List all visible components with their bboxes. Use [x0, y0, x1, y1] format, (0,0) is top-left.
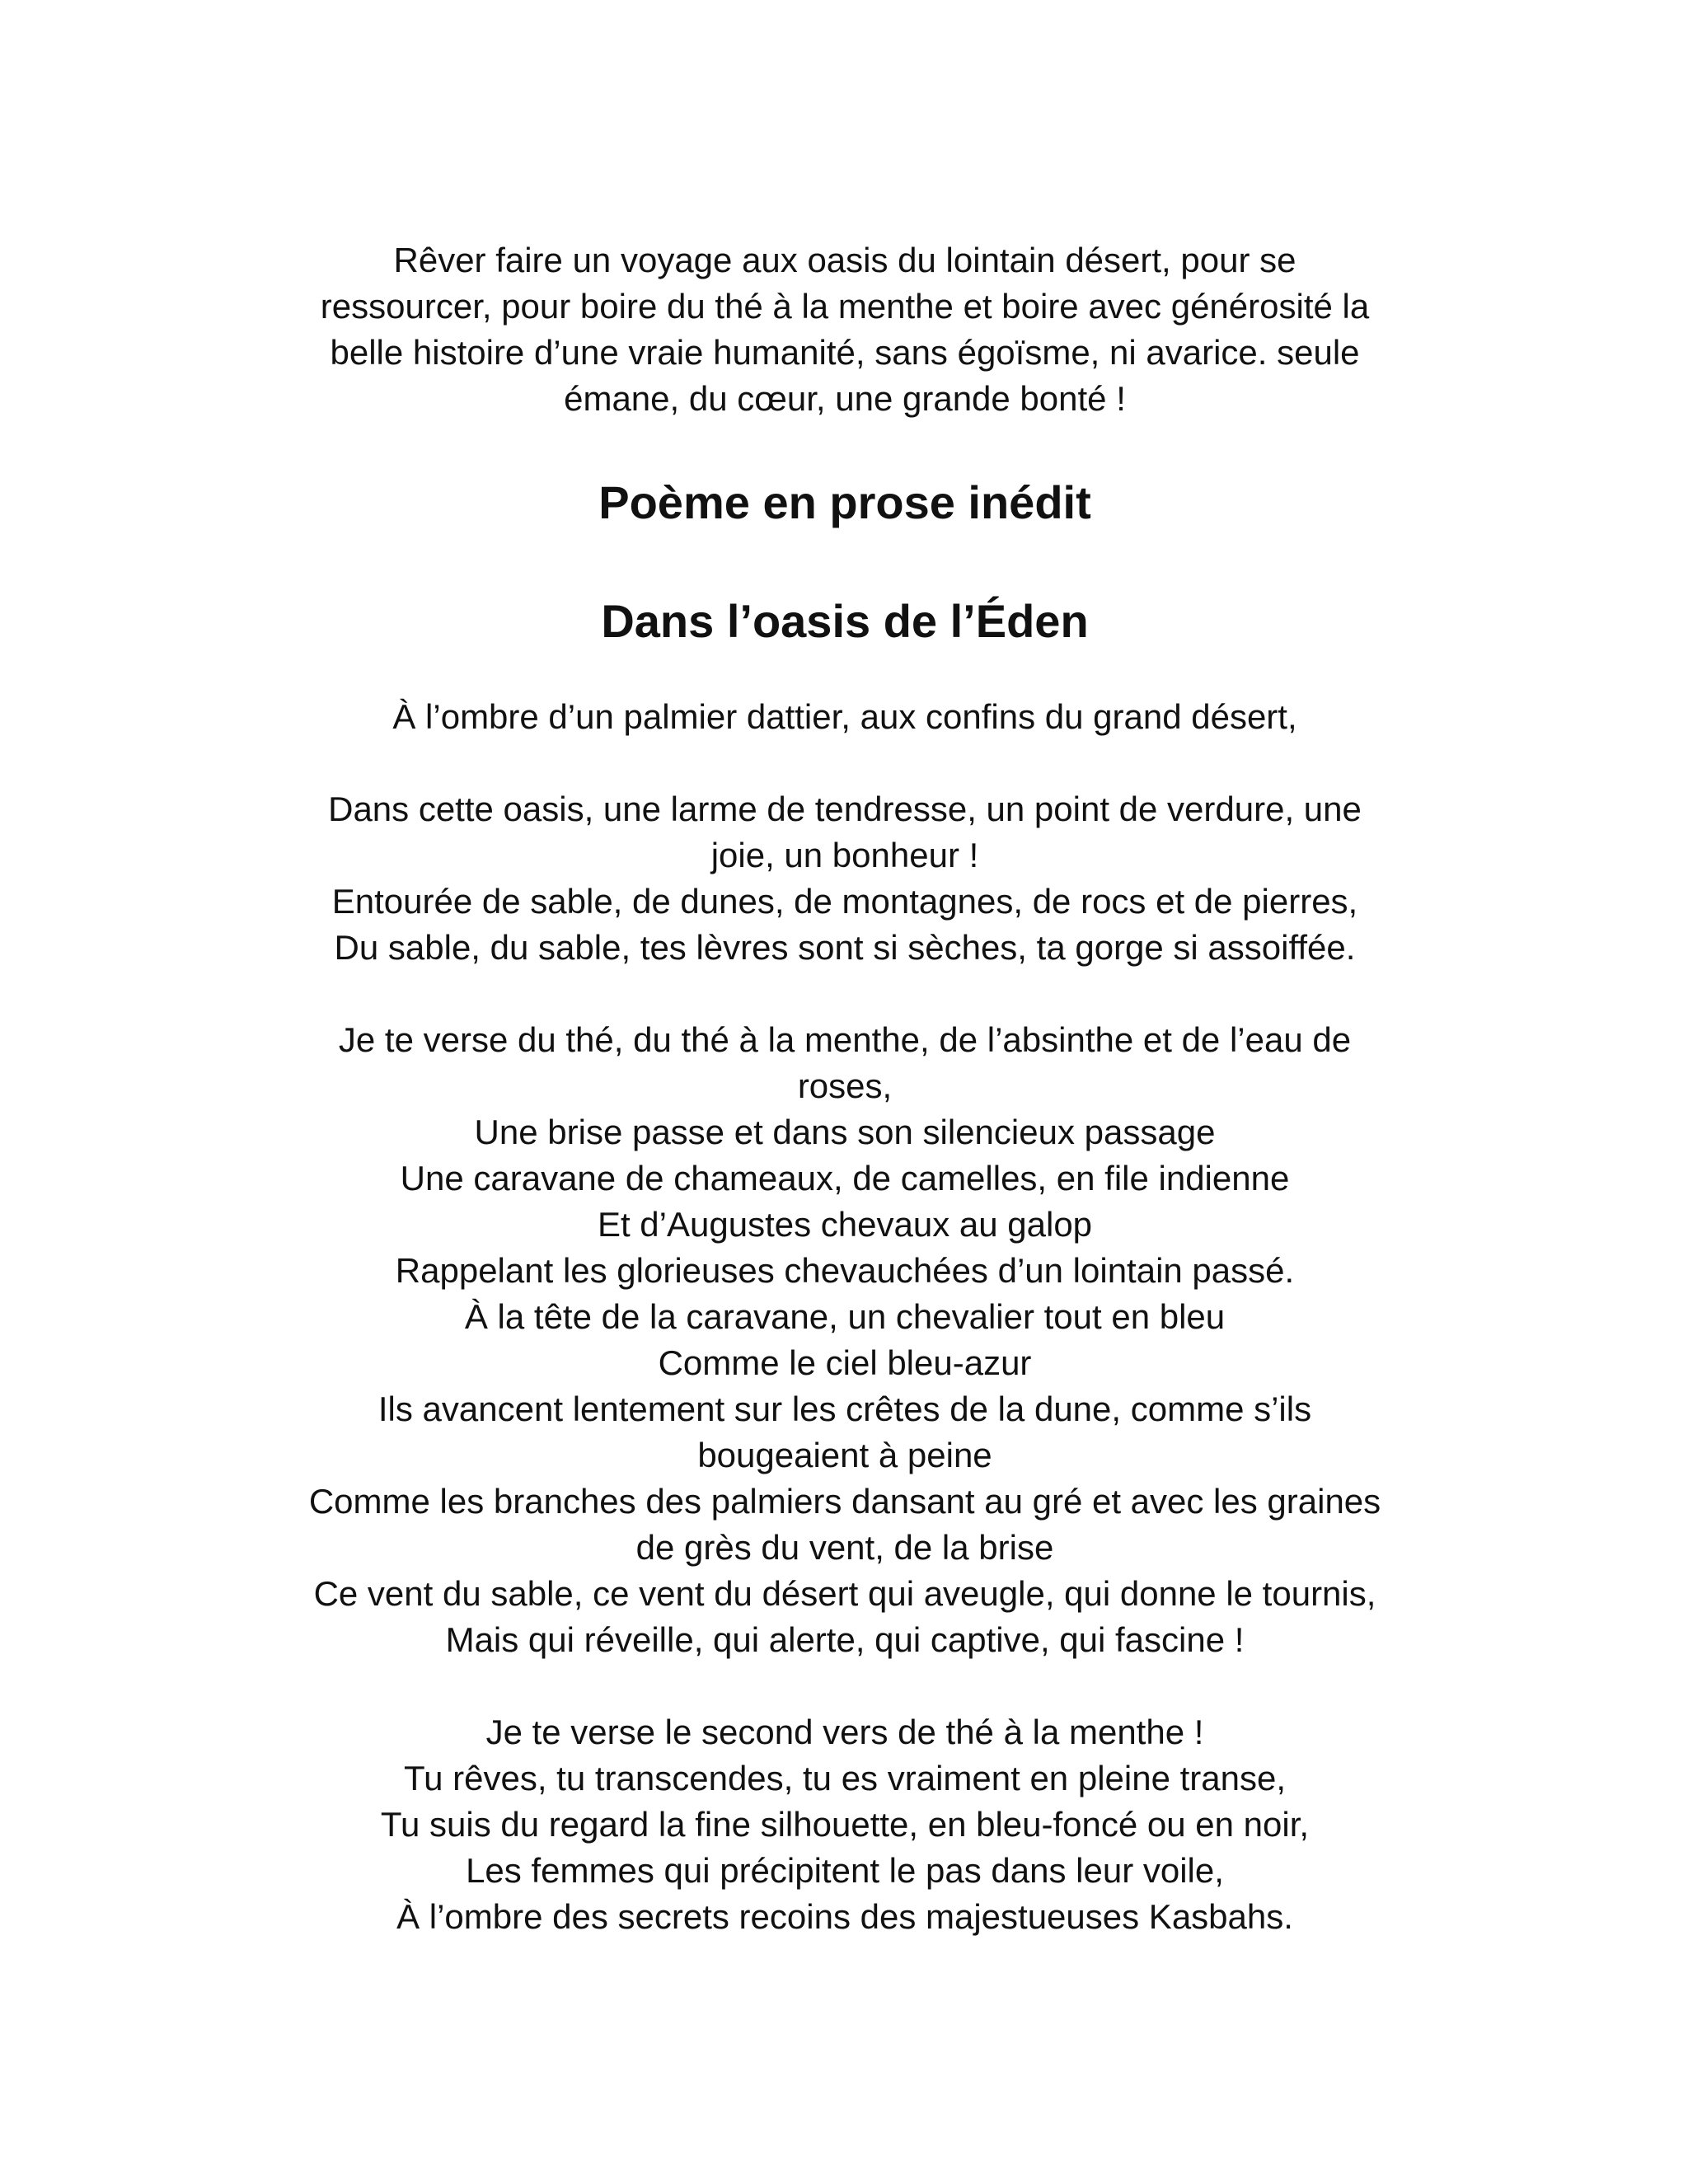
stanza-3	[214, 1017, 1475, 1663]
verse-line: Mais qui réveille, qui alerte, qui captive, qui fascine !	[445, 1620, 1245, 1659]
verse-line: Je te verse du thé, du thé à la menthe, de l’absinthe et de l’eau de	[338, 1020, 1352, 1059]
verse-line: Et d’Augustes chevaux au galop	[597, 1205, 1093, 1244]
verse-line: Ils avancent lentement sur les crêtes de la dune, comme s’ils	[377, 1390, 1312, 1428]
stanza-2	[214, 786, 1475, 971]
verse-line: À l’ombre des secrets recoins des majestueuses Kasbahs.	[396, 1897, 1293, 1936]
poem-title: Dans l’oasis de l’Éden	[601, 595, 1089, 647]
verse-line: Entourée de sable, de dunes, de montagnes, de rocs et de pierres,	[331, 882, 1358, 921]
intro-paragraph	[214, 237, 1475, 422]
verse-line: À l’ombre d’un palmier dattier, aux confins du grand désert,	[392, 697, 1297, 736]
intro-line: Rêver faire un voyage aux oasis du lointain désert, pour se	[393, 241, 1296, 279]
verse-line: Tu rêves, tu transcendes, tu es vraiment en pleine transe,	[404, 1759, 1286, 1797]
stanza-4	[214, 1709, 1475, 1940]
verse-line: bougeaient à peine	[697, 1436, 992, 1474]
verse-line: Comme le ciel bleu-azur	[658, 1343, 1032, 1382]
verse-line: Tu suis du regard la fine silhouette, en bleu-foncé ou en noir,	[380, 1805, 1310, 1844]
verse-line: Du sable, du sable, tes lèvres sont si sèches, ta gorge si assoiffée.	[334, 928, 1356, 967]
intro-line: belle histoire d’une vraie humanité, sans égoïsme, ni avarice. seule	[330, 333, 1360, 372]
verse-line: joie, un bonheur !	[710, 836, 979, 874]
stanza-1	[214, 694, 1475, 740]
verse-line: Les femmes qui précipitent le pas dans leur voile,	[466, 1851, 1224, 1890]
intro-line: émane, du cœur, une grande bonté !	[564, 379, 1126, 418]
verse-line: Je te verse le second vers de thé à la menthe !	[485, 1713, 1204, 1751]
verse-line: Comme les branches des palmiers dansant au gré et avec les graines	[308, 1482, 1381, 1521]
document-page	[214, 237, 1475, 1940]
poem-subtitle: Poème en prose inédit	[598, 476, 1091, 528]
verse-line: de grès du vent, de la brise	[635, 1528, 1054, 1567]
verse-line: Dans cette oasis, une larme de tendresse, un point de verdure, une	[328, 790, 1362, 828]
verse-line: À la tête de la caravane, un chevalier tout en bleu	[464, 1297, 1226, 1336]
verse-line: roses,	[797, 1066, 893, 1105]
verse-line: Une caravane de chameaux, de camelles, en file indienne	[400, 1159, 1290, 1197]
verse-line: Ce vent du sable, ce vent du désert qui aveugle, qui donne le tournis,	[313, 1574, 1376, 1613]
verse-line: Une brise passe et dans son silencieux passage	[474, 1113, 1216, 1151]
intro-line: ressourcer, pour boire du thé à la menthe et boire avec générosité la	[320, 287, 1370, 326]
verse-line: Rappelant les glorieuses chevauchées d’un lointain passé.	[395, 1251, 1295, 1290]
